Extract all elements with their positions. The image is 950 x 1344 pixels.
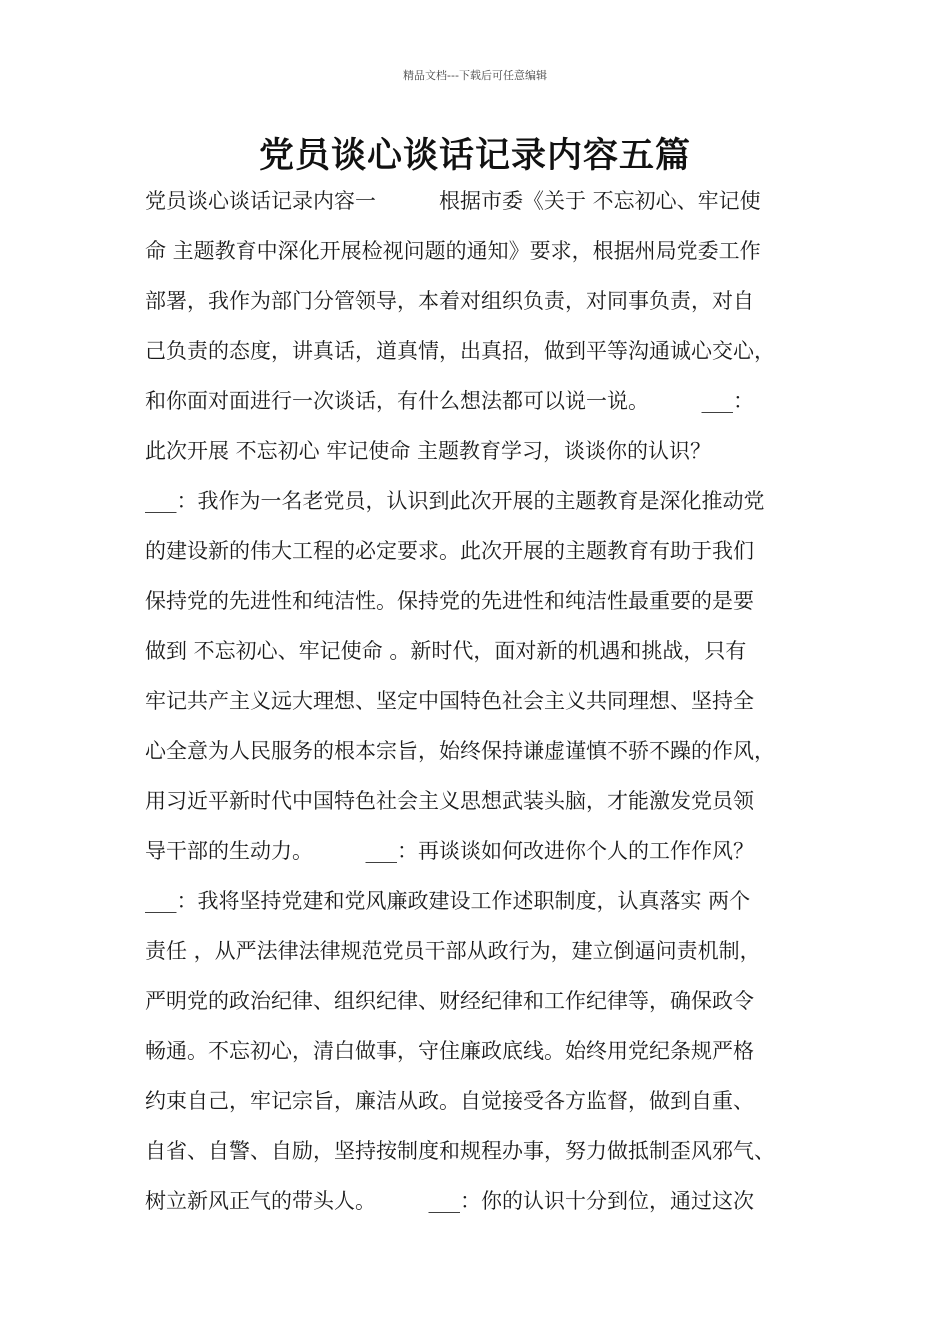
- body-line: 命 主题教育中深化开展检视问题的通知》要求，根据州局党委工作: [145, 239, 761, 263]
- body-line: ___：我将坚持党建和党风廉政建设工作述职制度，认真落实 两个: [145, 889, 751, 913]
- document-body: [145, 182, 825, 1232]
- body-line: 的建设新的伟大工程的必定要求。此次开展的主题教育有助于我们: [145, 539, 754, 563]
- body-line: 部署，我作为部门分管领导，本着对组织负责，对同事负责，对自: [145, 289, 754, 313]
- body-line: 导干部的生动力。 ___：再谈谈如何改进你个人的工作作风？: [145, 839, 754, 863]
- body-line: 用习近平新时代中国特色社会主义思想武装头脑，才能激发党员领: [145, 789, 754, 813]
- body-line: 做到 不忘初心、牢记使命 。新时代，面对新的机遇和挑战，只有: [145, 639, 747, 663]
- body-line: 树立新风正气的带头人。 ___：你的认识十分到位，通过这次: [145, 1189, 754, 1213]
- body-line: 保持党的先进性和纯洁性。保持党的先进性和纯洁性最重要的是要: [145, 589, 754, 613]
- body-line: 畅通。不忘初心，清白做事，守住廉政底线。始终用党纪条规严格: [145, 1039, 754, 1063]
- document-title: 党员谈心谈话记录内容五篇: [258, 136, 691, 176]
- body-line: 责任 ，从严法律法律规范党员干部从政行为，建立倒逼问责机制，: [145, 939, 761, 963]
- body-line: 党员谈心谈话记录内容一 根据市委《关于 不忘初心、牢记使: [145, 189, 761, 213]
- body-line: 严明党的政治纪律、组织纪律、财经纪律和工作纪律等，确保政令: [145, 989, 754, 1013]
- body-line: ___：我作为一名老党员，认识到此次开展的主题教育是深化推动党: [145, 489, 765, 513]
- body-line: 己负责的态度，讲真话，道真情，出真招，做到平等沟通诚心交心，: [145, 339, 775, 363]
- body-line: 自省、自警、自励，坚持按制度和规程办事，努力做抵制歪风邪气、: [145, 1139, 775, 1163]
- body-line: 和你面对面进行一次谈话，有什么想法都可以说一说。 ___：: [145, 389, 754, 413]
- body-line: 牢记共产主义远大理想、坚定中国特色社会主义共同理想、坚持全: [145, 689, 754, 713]
- header-note: 精品文档---下载后可任意编辑: [403, 69, 547, 82]
- body-line: 此次开展 不忘初心 牢记使命 主题教育学习，谈谈你的认识？: [145, 439, 712, 463]
- body-line: 约束自己，牢记宗旨，廉洁从政。自觉接受各方监督，做到自重、: [145, 1089, 754, 1113]
- body-line: 心全意为人民服务的根本宗旨，始终保持谦虚谨慎不骄不躁的作风，: [145, 739, 775, 763]
